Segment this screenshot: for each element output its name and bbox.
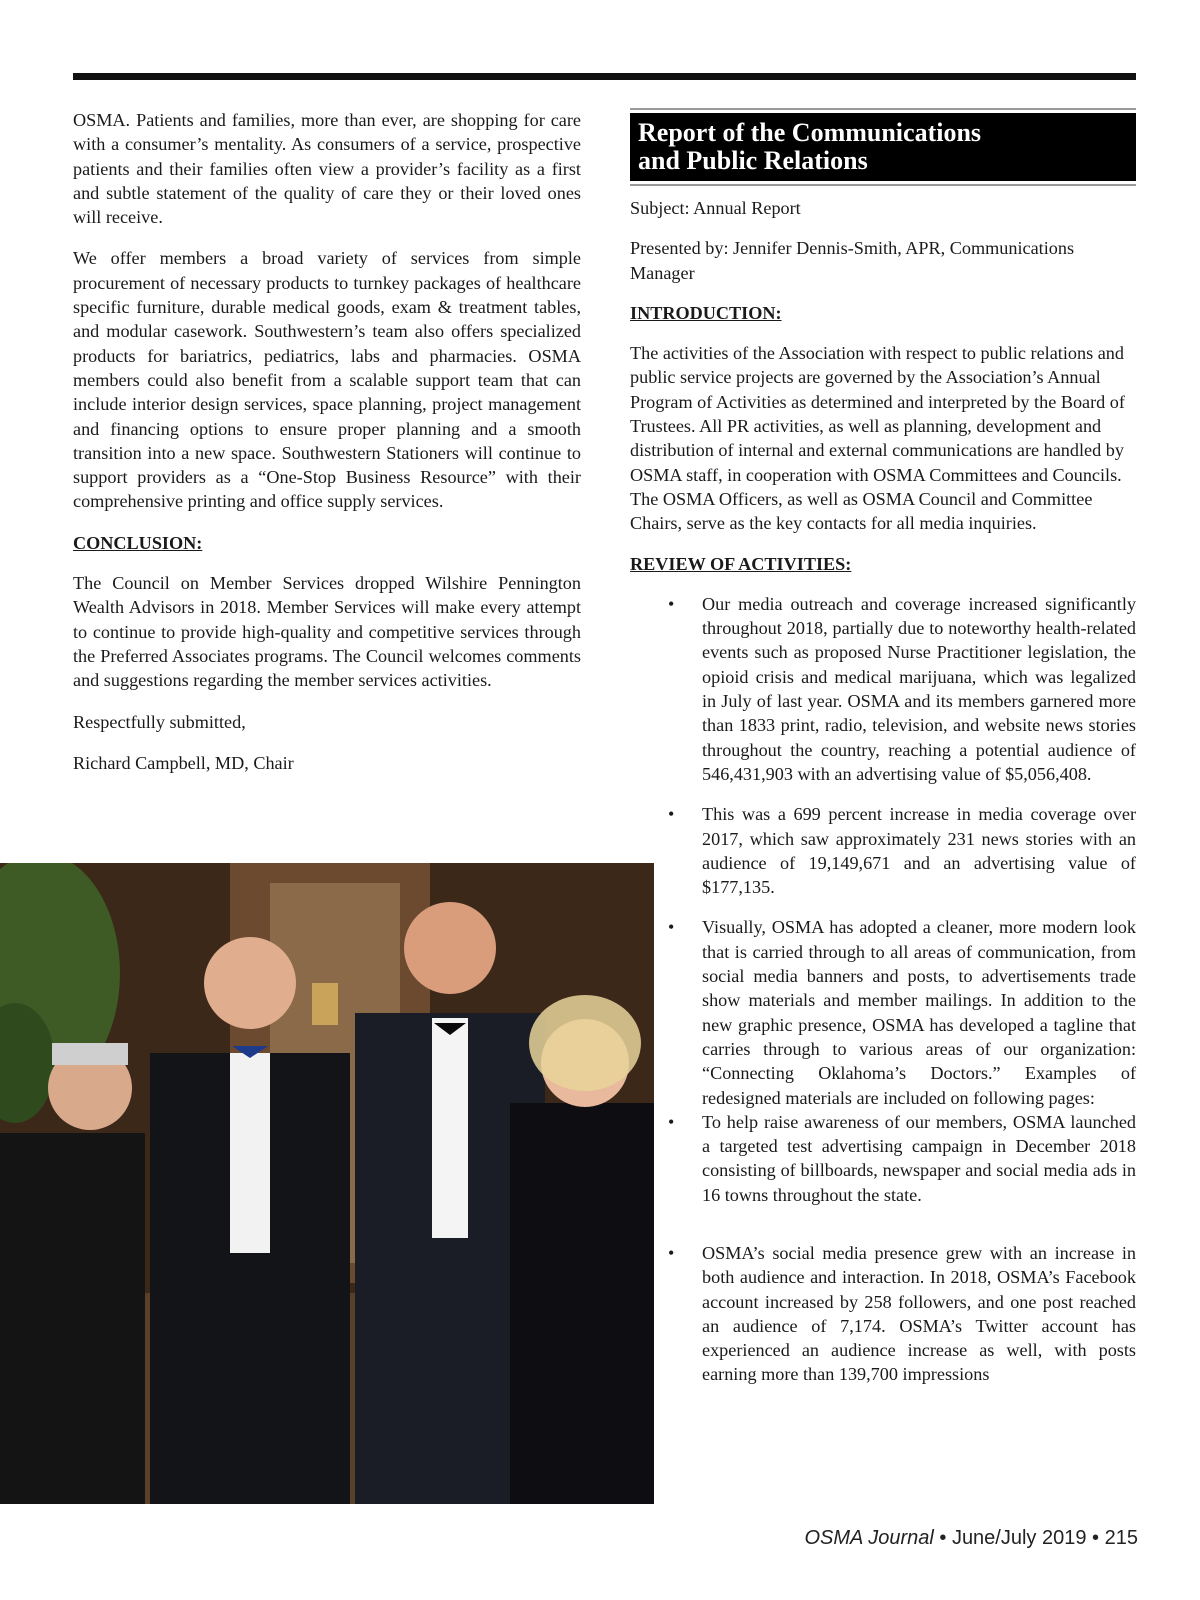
page-number: 215 (1104, 1527, 1138, 1549)
left-column (73, 108, 581, 792)
activities-list (630, 592, 1136, 1387)
report-meta (630, 196, 1136, 285)
signoff: Respectfully submitted, (73, 711, 246, 732)
review-heading: REVIEW OF ACTIVITIES: (630, 553, 852, 574)
paragraph-consumer: OSMA. Patients and families, more than ever, are shopping for care with a consumer’s mentality. As consumers of a service, prospective patients and their families often view a provider’s facility as a first and subtle statement of the quality of care they or their loved ones will receive. (73, 110, 581, 228)
list-item: • Our media outreach and coverage increased significantly throughout 2018, partially due to noteworthy health-related events such as proposed Nurse Practitioner legislation, the opioid crisis and medical marijuana, which was legalized in July of last year. OSMA and its members garnered more than 1833 print, radio, television, and website news stories throughout the country, reaching a potential audience of 546,431,903 with an advertising value of $5,056,408. (668, 593, 1136, 784)
report-title-line1: Report of the Communications (638, 118, 982, 147)
page-footer (804, 1527, 1138, 1550)
report-title-line2: and Public Relations (638, 146, 868, 175)
top-rule (73, 73, 1136, 80)
list-item: • To help raise awareness of our members, OSMA launched a targeted test advertising campaign in December 2018 consisting of billboards, newspaper and social media ads in 16 towns throughout the state. (668, 1111, 1136, 1205)
bullet-icon: • (668, 804, 675, 825)
issue-date: June/July 2019 (951, 1527, 1087, 1549)
footer-separator: • (939, 1527, 947, 1549)
group-photo-illustration (0, 863, 654, 1504)
bullet-icon: • (668, 917, 675, 938)
list-item: • Visually, OSMA has adopted a cleaner, more modern look that is carried through to all areas of communication, from social media banners and posts, to advertisements trade show materials and member mailings. In addition to the new graphic presence, OSMA has developed a tagline that carries through to various areas of our organization: “Connecting Oklahoma’s Doctors.” Examples of redesigned materials are included on following pages: (668, 917, 1136, 1108)
paragraph-conclusion: The Council on Member Services dropped Wilshire Pennington Wealth Advisors in 2018. Member Services will make every attempt to continue to provide high-quality and competitive services through the Preferred Associates programs. The Council welcomes comments and suggestions regarding the member services activities. (73, 573, 581, 691)
footer-separator: • (1092, 1527, 1100, 1549)
list-item: • OSMA’s social media presence grew with an increase in both audience and interaction. In 2018, OSMA’s Facebook account increased by 258 followers, and one post reached an audience of 7,174. OSMA’s Twitter account has experienced an audience increase as well, with posts earning more than 139,700 impressions (668, 1242, 1136, 1385)
presented-by-line: Presented by: Jennifer Dennis-Smith, APR, Communications Manager (630, 238, 1075, 283)
conclusion-heading: CONCLUSION: (73, 532, 203, 553)
report-title (630, 113, 1136, 181)
right-column (630, 108, 1136, 1403)
subject-line: Subject: Annual Report (630, 198, 801, 218)
paragraph-introduction: The activities of the Association with respect to public relations and public service projects are governed by the Association’s Annual Program of Activities as determined and interpreted by the Board of Trustees. All PR activities, as well as planning, development and distribution of internal and external communications are handled by OSMA staff, in cooperation with OSMA Committees and Councils. The OSMA Officers, as well as OSMA Council and Committee Chairs, serve as the key contacts for all media inquiries. (630, 343, 1125, 534)
bullet-icon: • (668, 593, 675, 614)
paragraph-services: We offer members a broad variety of services from simple procurement of necessary products to turnkey packages of healthcare specific furniture, durable medical goods, exam & treatment tables, and modular casework. Southwestern’s team also offers specialized products for bariatrics, pediatrics, labs and pharmacies. OSMA members could also benefit from a scalable support team that can include interior design services, space planning, project management and financing options to ensure proper planning and a smooth transition into a new space. Southwestern Stationers will continue to support providers as a “One-Stop Business Resource” with their comprehensive printing and office supply services. (73, 248, 581, 512)
report-title-box (630, 108, 1136, 186)
bullet-icon: • (668, 1242, 675, 1263)
journal-name: OSMA Journal (804, 1527, 934, 1549)
group-photo (0, 863, 654, 1504)
introduction-heading: INTRODUCTION: (630, 302, 782, 323)
bullet-icon: • (668, 1111, 675, 1132)
list-item: • This was a 699 percent increase in media coverage over 2017, which saw approximately 231 news stories with an audience of 19,149,671 and an advertising value of $177,135. (668, 804, 1136, 898)
signature: Richard Campbell, MD, Chair (73, 752, 294, 773)
